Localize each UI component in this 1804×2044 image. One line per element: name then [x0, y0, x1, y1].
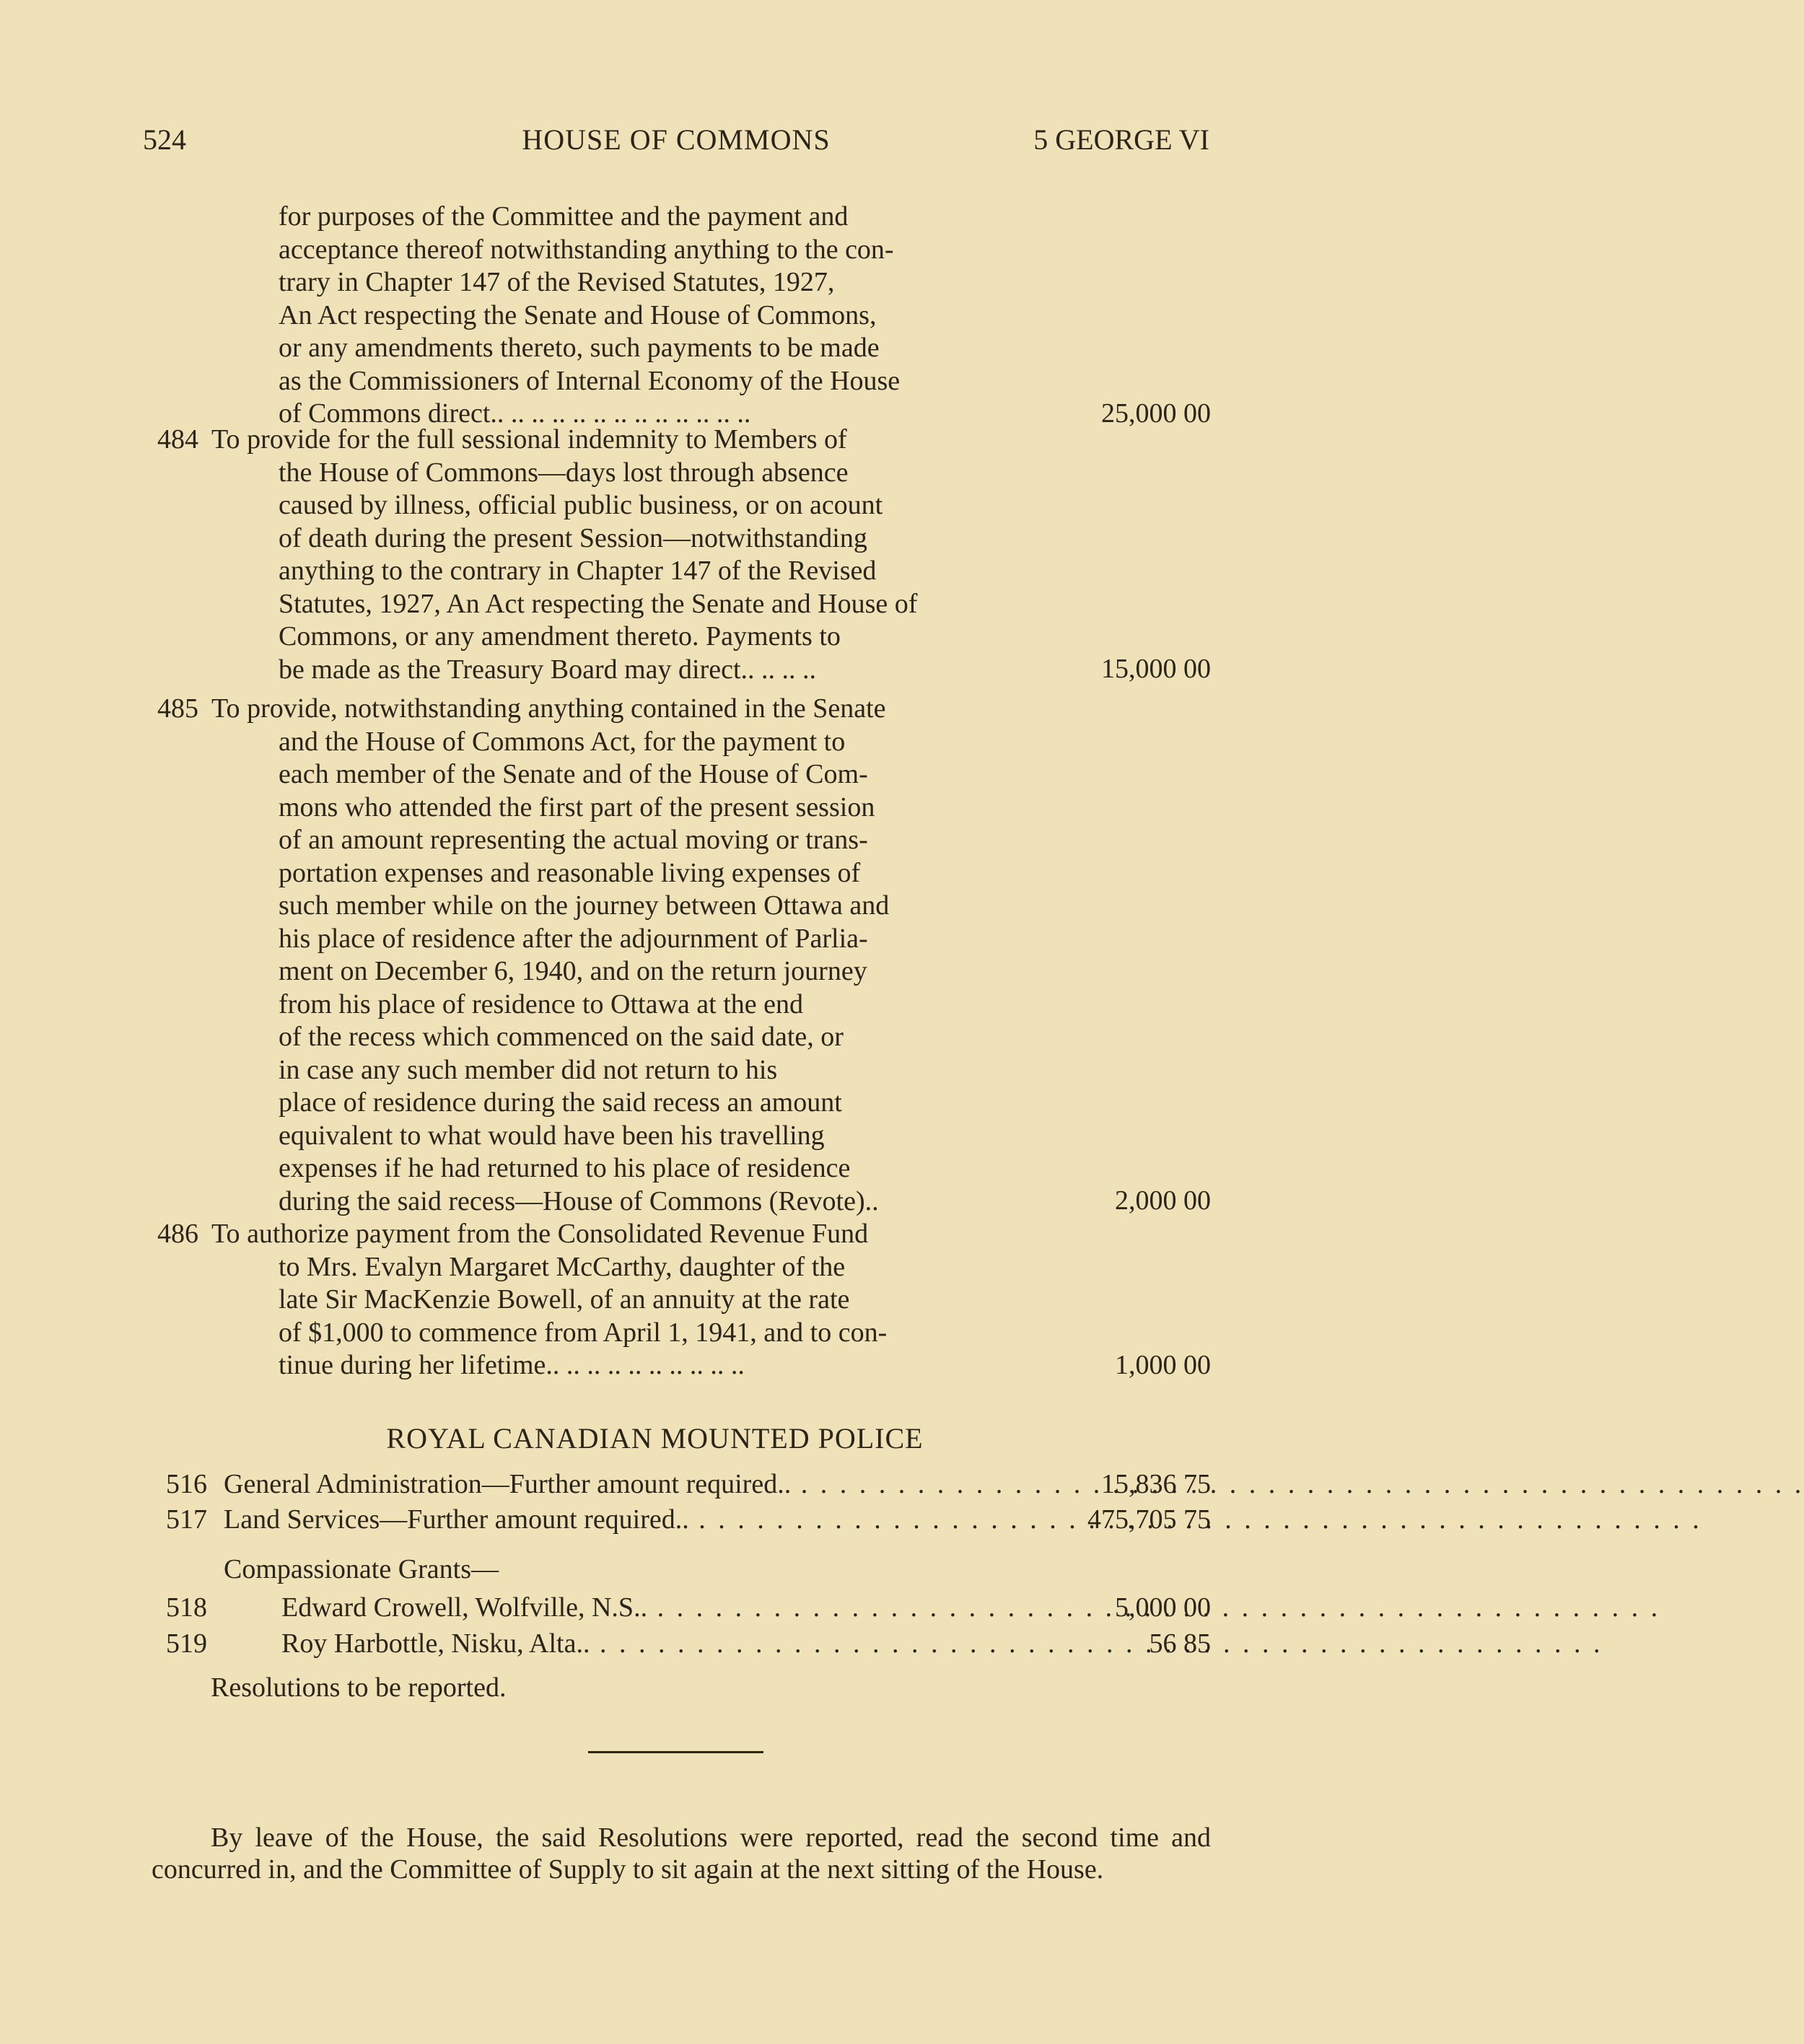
closing-paragraph: By leave of the House, the said Resolutions were reported, read the second time and concurred in, and the Committee of Supply to sit again at the next sitting of the House.: [152, 1823, 1211, 1885]
vote-number: 518: [166, 1592, 207, 1623]
vote-number: 519: [166, 1628, 207, 1659]
vote-number: 517: [166, 1504, 207, 1535]
item-text: [211, 1218, 1191, 1382]
section-title: ROYAL CANADIAN MOUNTED POLICE: [386, 1422, 924, 1455]
vote-label: General Administration—Further amount required.. . . .: [224, 1468, 1030, 1501]
vote-row-518: [166, 1591, 1211, 1624]
vote-number: 516: [166, 1469, 207, 1499]
vote-row-519: [166, 1627, 1211, 1660]
vote-row-516: [166, 1468, 1211, 1501]
vote-amount: 5,000 00: [1115, 1592, 1211, 1623]
item-amount: 25,000 00: [1101, 398, 1211, 429]
page-title: HOUSE OF COMMONS: [522, 123, 831, 156]
vote-row-517: [166, 1503, 1211, 1536]
item-lead-word: To: [211, 424, 240, 455]
vote-label: Roy Harbottle, Nisku, Alta.. . . .: [281, 1627, 1030, 1660]
vote-amount: 56 85: [1149, 1628, 1211, 1659]
item-text: for purposes of the Committee and the payment and acceptance thereof notwithstanding anything to the con- trary in Chapter 147 of the Revised Statutes, 1927, An Act respecting the Senate and House of Commons, or any amendments thereto, such payments to be made as the Commissioners of Internal Economy of the House of Commons direct.. .. .. .. .. .. .. .. .. .. .. .. ..: [279, 201, 901, 429]
item-text: [211, 424, 1191, 686]
item-amount: 1,000 00: [1115, 1350, 1211, 1380]
vote-amount: 15,836 75: [1101, 1469, 1211, 1499]
divider-rule: [588, 1751, 763, 1753]
item-body: authorize payment from the Consolidated Revenue Fund to Mrs. Evalyn Margaret McCarthy, daughter of the late Sir MacKenzie Bowell, of an annuity at the rate of $1,000 to commence from April 1, 1941, and to con- tinue during her lifetime.. .. .. .. .. .. .. .. .. ..: [247, 1219, 888, 1380]
item-number: 484: [157, 424, 198, 455]
resolution-item-continued: [157, 201, 1211, 433]
compassionate-grants-heading: Compassionate Grants—: [224, 1554, 499, 1584]
vote-amount: 475,705 75: [1087, 1504, 1211, 1535]
vote-label: Land Services—Further amount required.. . . .: [224, 1503, 1030, 1536]
resolution-item-485: [157, 693, 1211, 1223]
item-number: 486: [157, 1219, 198, 1249]
item-body: provide, notwithstanding anything contained in the Senate and the House of Commons Act, for the payment to each member of the Senate and of the House of Com- mons who attended the first part of the present session of an amount representing the actual moving or trans- portation expenses and reasonable living expenses of such member while on the journey between Ottawa and his place of residence after the adjournment of Parlia- ment on December 6, 1940, and on the return journey from his place of residence to Ottawa at the end of the recess which commenced on the said date, or in case any such member did not return to his place of residence during the said recess an amount equivalent to what would have been his travelling expenses if he had returned to his place of residence during the said recess—House of Commons (Revote)..: [247, 693, 890, 1216]
item-number: 485: [157, 693, 198, 724]
page-header: [143, 123, 1209, 159]
item-lead-word: To: [211, 1219, 240, 1249]
item-body: provide for the full sessional indemnity to Members of the House of Commons—days lost through absence caused by illness, official public business, or on acount of death during the present Session—notwithstanding anything to the contrary in Chapter 147 of the Revised Statutes, 1927, An Act respecting the Senate and House of Commons, or any amendment thereto. Payments to be made as the Treasury Board may direct.. .. .. ..: [247, 424, 918, 685]
item-amount: 15,000 00: [1101, 654, 1211, 684]
resolution-item-486: [157, 1218, 1211, 1391]
item-amount: 2,000 00: [1115, 1185, 1211, 1216]
page-number: 524: [143, 123, 186, 156]
resolutions-note: Resolutions to be reported.: [211, 1672, 507, 1703]
resolution-item-484: [157, 424, 1211, 690]
item-lead-word: To: [211, 693, 240, 724]
reign-label: 5 GEORGE VI: [1033, 123, 1209, 156]
vote-label: Edward Crowell, Wolfville, N.S.. . . .: [281, 1591, 1030, 1624]
item-text: [211, 693, 1191, 1218]
